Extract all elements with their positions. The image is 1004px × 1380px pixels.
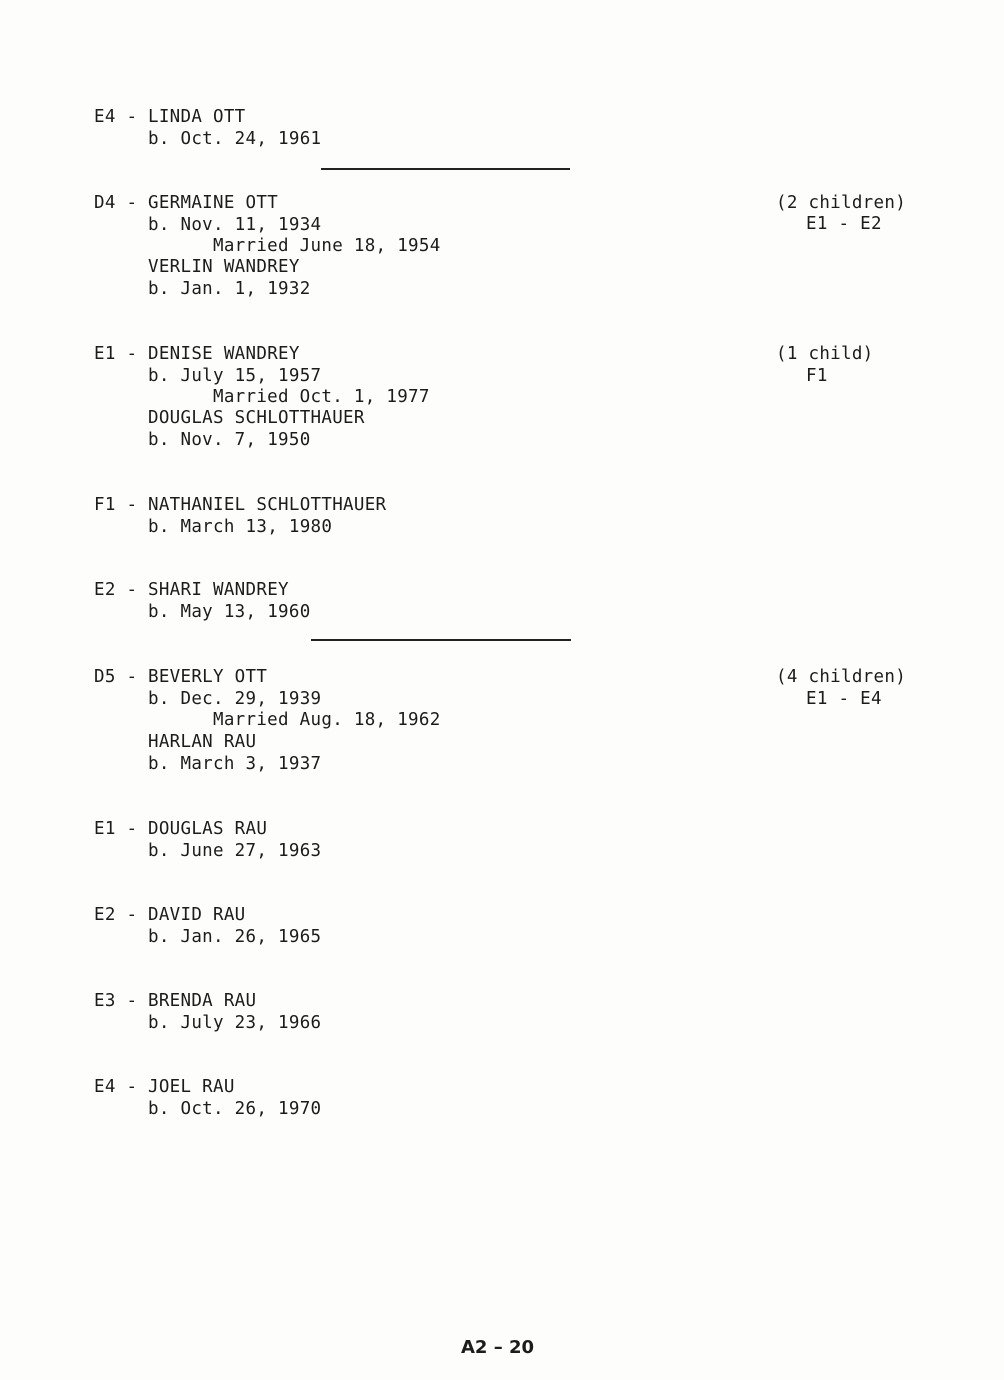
- entry-code: D4 -: [94, 193, 138, 213]
- children-count: (1 child): [776, 344, 874, 364]
- entry-name: DOUGLAS RAU: [148, 819, 268, 839]
- entry-name: JOEL RAU: [148, 1077, 235, 1097]
- entry-name: NATHANIEL SCHLOTTHAUER: [148, 495, 387, 515]
- entry-birth: b. July 15, 1957: [148, 366, 322, 386]
- page-number: A2 – 20: [461, 1337, 535, 1358]
- entry-name: BEVERLY OTT: [148, 667, 268, 687]
- entry-spouse: HARLAN RAU: [148, 732, 257, 752]
- entry-birth: b. Oct. 26, 1970: [148, 1099, 322, 1119]
- entry-name: DAVID RAU: [148, 905, 246, 925]
- entry-code: E1 -: [94, 819, 138, 839]
- entry-spouse-birth: b. Nov. 7, 1950: [148, 430, 311, 450]
- section-divider: [321, 168, 570, 170]
- entry-name: GERMAINE OTT: [148, 193, 279, 213]
- entry-birth: b. Oct. 24, 1961: [148, 129, 322, 149]
- entry-code: E3 -: [94, 991, 138, 1011]
- entry-code: E2 -: [94, 580, 138, 600]
- entry-spouse-birth: b. March 3, 1937: [148, 754, 322, 774]
- entry-married: Married Oct. 1, 1977: [213, 387, 430, 407]
- children-count: (2 children): [776, 193, 907, 213]
- entry-birth: b. Jan. 26, 1965: [148, 927, 322, 947]
- entry-spouse-birth: b. Jan. 1, 1932: [148, 279, 311, 299]
- entry-birth: b. May 13, 1960: [148, 602, 311, 622]
- children-count: (4 children): [776, 667, 907, 687]
- entry-spouse: DOUGLAS SCHLOTTHAUER: [148, 408, 365, 428]
- entry-birth: b. July 23, 1966: [148, 1013, 322, 1033]
- entry-spouse: VERLIN WANDREY: [148, 257, 300, 277]
- entry-birth: b. Dec. 29, 1939: [148, 689, 322, 709]
- section-divider: [311, 639, 571, 641]
- entry-married: Married Aug. 18, 1962: [213, 710, 441, 730]
- entry-name: LINDA OTT: [148, 107, 246, 127]
- entry-code: E4 -: [94, 1077, 138, 1097]
- entry-married: Married June 18, 1954: [213, 236, 441, 256]
- entry-code: E2 -: [94, 905, 138, 925]
- entry-name: BRENDA RAU: [148, 991, 257, 1011]
- children-range: E1 - E2: [806, 214, 882, 234]
- entry-code: F1 -: [94, 495, 138, 515]
- entry-name: DENISE WANDREY: [148, 344, 300, 364]
- entry-code: E1 -: [94, 344, 138, 364]
- entry-birth: b. June 27, 1963: [148, 841, 322, 861]
- children-range: E1 - E4: [806, 689, 882, 709]
- entry-birth: b. March 13, 1980: [148, 517, 333, 537]
- entry-name: SHARI WANDREY: [148, 580, 289, 600]
- entry-code: E4 -: [94, 107, 138, 127]
- entry-code: D5 -: [94, 667, 138, 687]
- entry-birth: b. Nov. 11, 1934: [148, 215, 322, 235]
- children-range: F1: [806, 366, 828, 386]
